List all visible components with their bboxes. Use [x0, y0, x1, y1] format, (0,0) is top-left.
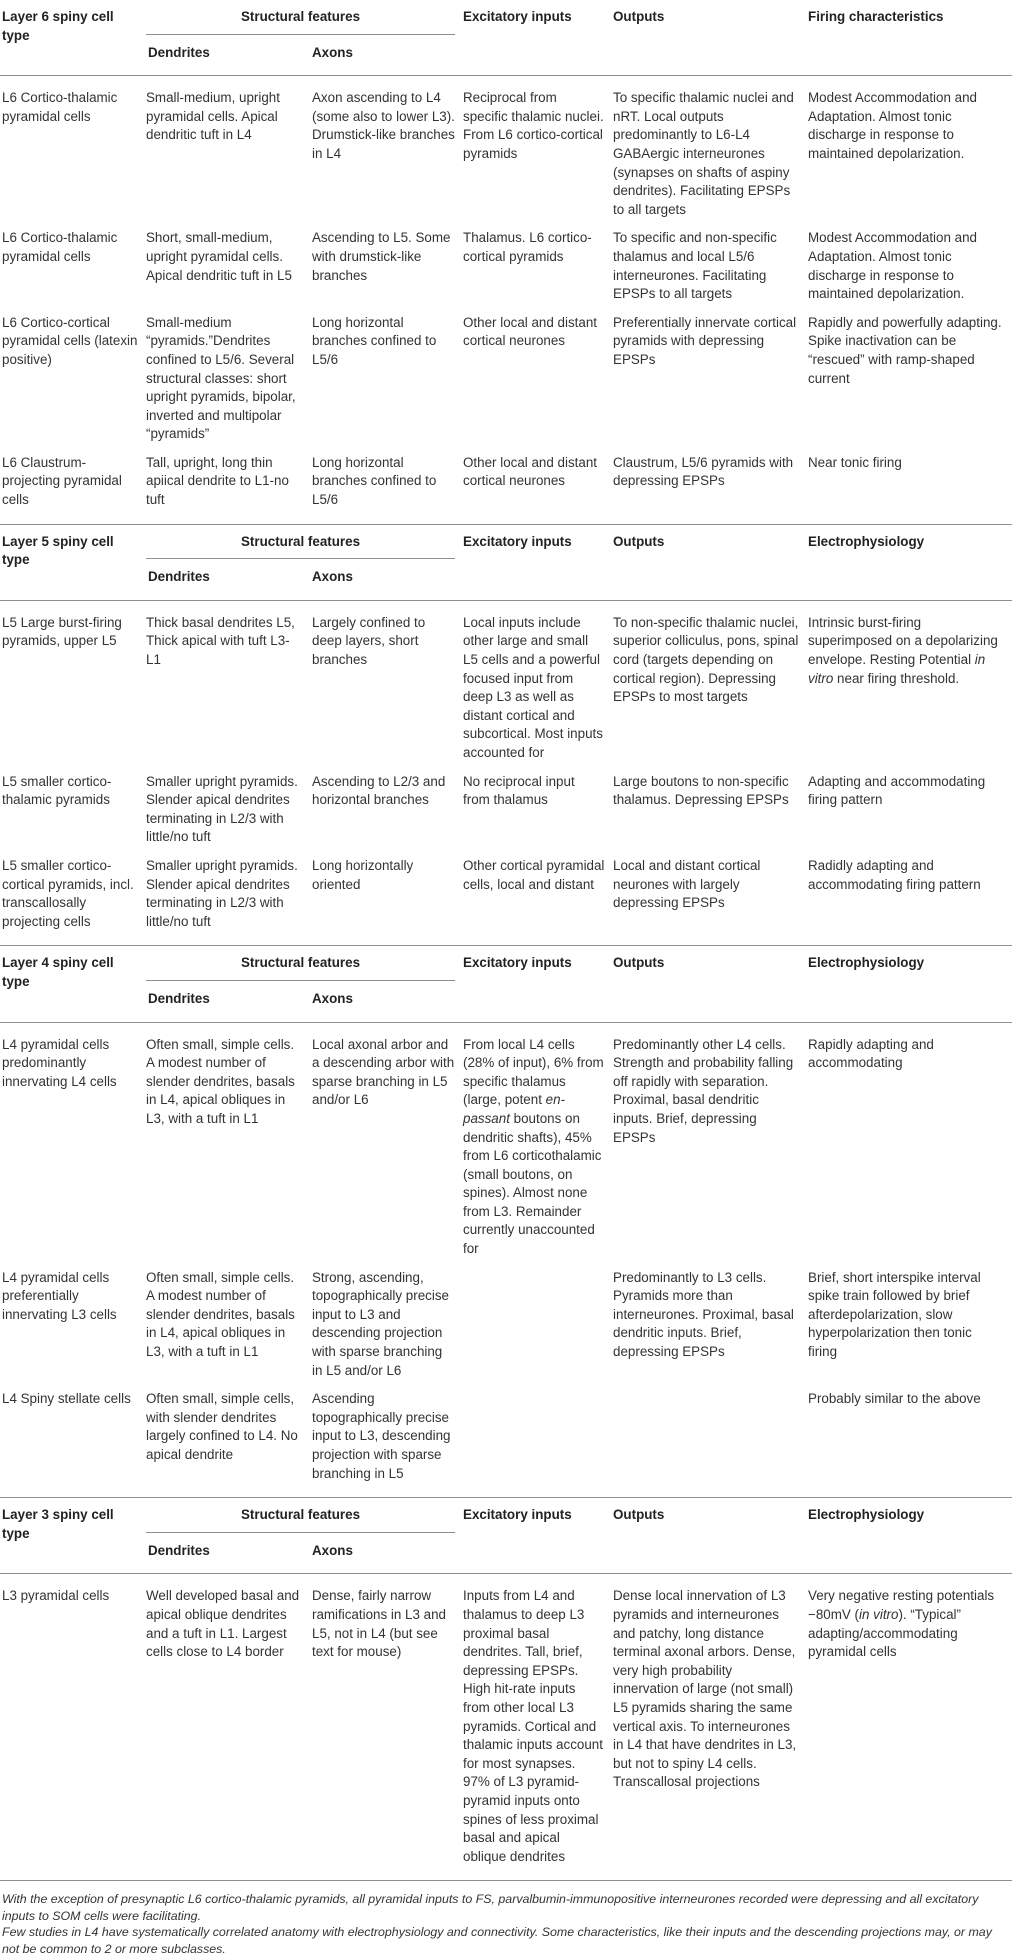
last-spacer	[808, 42, 1012, 76]
last-spacer	[808, 988, 1012, 1022]
structural-features-label: Structural features	[146, 533, 455, 560]
outputs-spacer	[613, 42, 808, 76]
dendrites-header: Dendrites	[148, 569, 210, 585]
section-title: Layer 4 spiny cell type	[2, 955, 114, 989]
cell-axons: Strong, ascending, topographically precise input to L3 and descending projection with sparse branching in L5 and/or L6	[312, 1269, 449, 1378]
cell-dendrites: Small-medium, upright pyramidal cells. Apical dendritic tuft in L4	[146, 90, 280, 143]
cell-outputs: Preferentially innervate cortical pyramids with depressing EPSPs	[613, 314, 797, 367]
cell-dendrites: Smaller upright pyramids. Slender apical dendrites terminating in L2/3 with little/no tuft	[146, 773, 298, 845]
cell-dendrites: Thick basal dendrites L5, Thick apical with tuft L3-L1	[146, 614, 295, 668]
excitatory-inputs-header: Excitatory inputs	[463, 533, 572, 549]
outputs-header: Outputs	[613, 1507, 665, 1523]
cell-last: Intrinsic burst-firing superimposed on a depolarizing envelope. Resting Potential in vitro near firing threshold.	[808, 614, 998, 686]
table-row	[0, 1574, 1012, 1880]
cell-axons: Axon ascending to L4 (some also to lower L3). Drumstick-like branches in L4	[312, 90, 455, 161]
cell-dendrites: Often small, simple cells. A modest number of slender dendrites, basals in L4, apical obliques in L3, with a tuft in L1	[146, 1036, 295, 1126]
axons-header: Axons	[312, 1542, 353, 1558]
cell-inputs: Other cortical pyramidal cells, local and distant	[463, 857, 605, 892]
cell-last: Modest Accommodation and Adaptation. Almost tonic discharge in response to maintained depolarization.	[808, 90, 977, 161]
inputs-spacer	[463, 42, 613, 76]
excitatory-inputs-header: Excitatory inputs	[463, 1507, 572, 1523]
outputs-spacer	[613, 988, 808, 1022]
cell-last: Near tonic firing	[808, 454, 902, 470]
last-spacer	[808, 1540, 1012, 1574]
section-header-row	[0, 524, 1012, 566]
cell-outputs: Claustrum, L5/6 pyramids with depressing EPSPs	[613, 454, 794, 489]
axons-header: Axons	[312, 569, 353, 585]
section-header-row	[0, 946, 1012, 988]
cell-inputs: Thalamus. L6 cortico-cortical pyramids	[463, 230, 592, 264]
structural-features-label: Structural features	[146, 1506, 455, 1533]
cell-last: Rapidly adapting and accommodating	[808, 1036, 934, 1071]
outputs-header: Outputs	[613, 9, 665, 24]
cell-axons: Ascending topographically precise input to L3, descending projection with sparse branching in L5	[312, 1391, 451, 1481]
dendrites-header: Dendrites	[148, 990, 210, 1006]
section-subheader-row	[0, 988, 1012, 1022]
cell-last: Probably similar to the above	[808, 1391, 981, 1407]
table-footnotes	[0, 1880, 1012, 1957]
table-row	[0, 76, 1012, 230]
cell-outputs: Predominantly to L3 cells. Pyramids more than interneurones. Proximal, basal dendritic inputs. Brief, depressing EPSPs	[613, 1269, 794, 1360]
dendrites-header: Dendrites	[148, 1542, 210, 1558]
cell-inputs: Other local and distant cortical neurones	[463, 314, 598, 349]
cell-outputs: To non-specific thalamic nuclei, superior colliculus, pons, spinal cord (targets depending on cortical region). Depressing EPSPs to most targets	[613, 614, 799, 705]
cell-cell-type: L6 Claustrum-projecting pyramidal cells	[2, 454, 122, 508]
excitatory-inputs-header: Excitatory inputs	[463, 955, 572, 971]
structural-features-header	[146, 1498, 463, 1540]
dendrites-header: Dendrites	[148, 44, 210, 60]
footnote: With the exception of presynaptic L6 cortico-thalamic pyramids, all pyramidal inputs to FS, parvalbumin-immunopositive interneurones recorded were depressing and all excitatory inputs to SOM cells were facilitating.	[2, 1892, 979, 1923]
section-title: Layer 6 spiny cell type	[2, 9, 114, 43]
cell-cell-type: L6 Cortico-thalamic pyramidal cells	[2, 230, 118, 264]
cell-axons: Long horizontally oriented	[312, 857, 414, 892]
section-title: Layer 5 spiny cell type	[2, 533, 114, 568]
cell-last: Rapidly and powerfully adapting. Spike inactivation can be “rescued” with ramp-shaped current	[808, 314, 1002, 386]
structural-features-header	[146, 524, 463, 566]
cell-axons: Ascending to L2/3 and horizontal branches	[312, 773, 446, 808]
cell-axons: Ascending to L5. Some with drumstick-like branches	[312, 230, 451, 283]
table-row	[0, 1269, 1012, 1391]
inputs-spacer	[463, 566, 613, 600]
cell-outputs: Large boutons to non-specific thalamus. Depressing EPSPs	[613, 773, 789, 808]
cell-outputs	[613, 1390, 808, 1497]
cell-cell-type: L5 Large burst-firing pyramids, upper L5	[2, 614, 122, 649]
cell-cell-type: L6 Cortico-thalamic pyramidal cells	[2, 90, 118, 124]
cell-dendrites: Short, small-medium, upright pyramidal cells. Apical dendritic tuft in L5	[146, 230, 292, 283]
table-row	[0, 314, 1012, 454]
cell-inputs: No reciprocal input from thalamus	[463, 773, 575, 808]
cell-inputs: Inputs from L4 and thalamus to deep L3 proximal basal dendrites. Tall, brief, depressing EPSPs. High hit-rate inputs from other local L3 pyramids. Cortical and thalamic inputs account for most synapses. 97% of L3 pyramid-pyramid inputs onto spines of less proximal basal and apical oblique dendrites	[463, 1588, 603, 1864]
cell-inputs: Local inputs include other large and small L5 cells and a powerful focused input from deep L3 as well as distant cortical and subcortical. Most inputs accounted for	[463, 614, 603, 760]
cell-cell-type: L5 smaller cortico-thalamic pyramids	[2, 773, 112, 808]
cell-inputs	[463, 1390, 613, 1497]
cell-last: Adapting and accommodating firing pattern	[808, 773, 986, 808]
cell-cell-type: L3 pyramidal cells	[2, 1588, 110, 1604]
table-row	[0, 600, 1012, 772]
cell-outputs: To specific and non-specific thalamus and local L5/6 interneurones. Facilitating EPSPs to all targets	[613, 230, 777, 302]
structural-features-label: Structural features	[146, 8, 455, 35]
cell-cell-type: L4 Spiny stellate cells	[2, 1391, 131, 1407]
cell-last: Very negative resting potentials −80mV (in vitro). “Typical” adapting/accommodating pyramidal cells	[808, 1588, 995, 1660]
cell-last: Brief, short interspike interval spike train followed by brief afterdepolarization, slow hyperpolarization then tonic firing	[808, 1269, 981, 1360]
cell-axons: Dense, fairly narrow ramifications in L3 and L5, not in L4 (but see text for mouse)	[312, 1588, 446, 1660]
axons-header: Axons	[312, 990, 353, 1006]
cell-cell-type: L4 pyramidal cells predominantly innervating L4 cells	[2, 1036, 117, 1089]
last-spacer	[808, 566, 1012, 600]
cell-axons: Long horizontal branches confined to L5/6	[312, 454, 437, 508]
cell-cell-type: L4 pyramidal cells preferentially innervating L3 cells	[2, 1269, 117, 1322]
table-row	[0, 1390, 1012, 1497]
cell-last: Radidly adapting and accommodating firing pattern	[808, 857, 981, 892]
last-column-header: Electrophysiology	[808, 955, 925, 971]
section-subheader-row	[0, 1540, 1012, 1574]
section-subheader-row	[0, 566, 1012, 600]
cell-outputs: Dense local innervation of L3 pyramids and interneurones and patchy, long distance terminal axonal arbors. Dense, very high probability innervation of large (not small) L5 pyramids sharing the same vertical axis. To interneurones in L4 that have dendrites in L3, but not to spiny L4 cells. Transcallosal projections	[613, 1588, 797, 1790]
outputs-spacer	[613, 1540, 808, 1574]
cell-axons: Long horizontal branches confined to L5/6	[312, 314, 437, 367]
table-row	[0, 773, 1012, 857]
outputs-header: Outputs	[613, 533, 665, 549]
last-column-header: Electrophysiology	[808, 1507, 925, 1523]
cell-outputs: Local and distant cortical neurones with largely depressing EPSPs	[613, 857, 761, 911]
last-column-header: Electrophysiology	[808, 533, 925, 549]
section-header-row	[0, 1498, 1012, 1540]
section-title: Layer 3 spiny cell type	[2, 1507, 114, 1541]
cell-last: Modest Accommodation and Adaptation. Almost tonic discharge in response to maintained depolarization.	[808, 230, 977, 302]
table-row	[0, 229, 1012, 313]
table-row	[0, 1022, 1012, 1269]
cell-inputs: Reciprocal from specific thalamic nuclei. From L6 cortico-cortical pyramids	[463, 90, 604, 161]
excitatory-inputs-header: Excitatory inputs	[463, 9, 572, 24]
outputs-header: Outputs	[613, 955, 665, 971]
structural-features-header	[146, 946, 463, 988]
inputs-spacer	[463, 1540, 613, 1574]
cell-outputs: To specific thalamic nuclei and nRT. Local outputs predominantly to L6-L4 GABAergic interneurones (synapses on shafts of aspiny dendrites). Facilitating EPSPs to all targets	[613, 90, 794, 217]
cell-inputs: Other local and distant cortical neurones	[463, 454, 598, 489]
table-row	[0, 857, 1012, 946]
section-subheader-row	[0, 42, 1012, 76]
outputs-spacer	[613, 566, 808, 600]
structural-features-label: Structural features	[146, 954, 455, 981]
footnote: Few studies in L4 have systematically correlated anatomy with electrophysiology and connectivity. Some characteristics, like their inputs and the descending projections may, or may not be common to 2 or more subclasses.	[2, 1925, 992, 1957]
section-header-row	[0, 0, 1012, 42]
cell-dendrites: Small-medium “pyramids.”Dendrites confined to L5/6. Several structural classes: short upright pyramids, bipolar, inverted and multipolar “pyramids”	[146, 314, 296, 442]
cell-dendrites: Smaller upright pyramids. Slender apical dendrites terminating in L2/3 with little/no tuft	[146, 857, 298, 929]
last-column-header: Firing characteristics	[808, 9, 944, 24]
cell-inputs: From local L4 cells (28% of input), 6% from specific thalamus (large, potent en-passant boutons on dendritic shafts), 45% from L6 corticothalamic (small boutons, on spines). Almost none from L3. Remainder currently unaccounted for	[463, 1036, 604, 1257]
cell-dendrites: Often small, simple cells, with slender dendrites largely confined to L4. No apical dendrite	[146, 1391, 298, 1462]
cell-axons: Largely confined to deep layers, short branches	[312, 614, 426, 668]
inputs-spacer	[463, 988, 613, 1022]
cell-cell-type: L5 smaller cortico-cortical pyramids, incl. transcallosally projecting cells	[2, 857, 134, 929]
structural-features-header	[146, 0, 463, 42]
axons-header: Axons	[312, 44, 353, 60]
cell-inputs	[463, 1269, 613, 1391]
cell-dendrites: Tall, upright, long thin apiical dendrite to L1-no tuft	[146, 454, 289, 508]
cell-dendrites: Well developed basal and apical oblique dendrites and a tuft in L1. Largest cells close to L4 border	[146, 1588, 300, 1660]
cell-outputs: Predominantly other L4 cells. Strength and probability falling off rapidly with separation. Proximal, basal dendritic inputs. Brief, depressing EPSPs	[613, 1036, 794, 1145]
cell-cell-type: L6 Cortico-cortical pyramidal cells (latexin positive)	[2, 314, 138, 367]
table-row	[0, 454, 1012, 524]
cell-axons: Local axonal arbor and a descending arbor with sparse branching in L5 and/or L6	[312, 1036, 455, 1108]
cell-dendrites: Often small, simple cells. A modest number of slender dendrites, basals in L4, apical obliques in L3, with a tuft in L1	[146, 1269, 295, 1360]
